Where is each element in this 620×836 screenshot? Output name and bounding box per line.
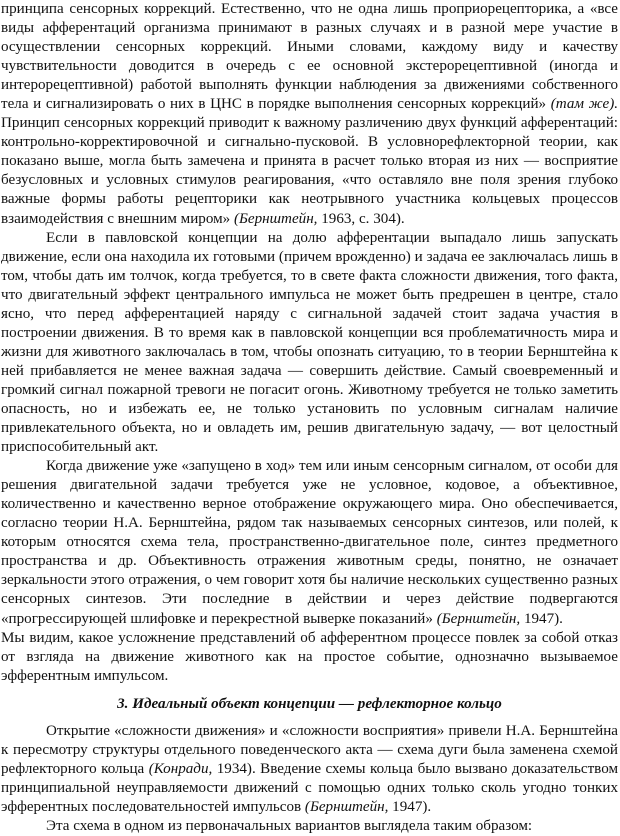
- paragraph-summary: [1, 629, 618, 686]
- paragraph-text: Когда движение уже «запущено в ход» тем или иным сенсорным сигналом, от особи для решения двигательной задачи требуется уже не условное, кодовое, а объективное, количественно и качественно верное отображение окружающего мира. Оно обеспечивается, согласно теории Н.А. Бернштейна, рядом так называемых сенсорных синтезов, или полей, к которым относятся схема тела, пространственно-двигательное поле, синтез предметного пространства и др. Объективность отражения животным среды, понятно, не означает зеркальности этого отражения, о чем говорит хотя бы наличие нескольких существенно разных сенсорных синтезов. Эти последние в действии и через действие подвергаются «прогрессирующей шлифовке и перекрестной выверке показаний»: [1, 458, 618, 627]
- paragraph-text: 1947).: [388, 798, 432, 815]
- citation-ref: (там же).: [546, 96, 618, 113]
- paragraph-text: Принцип сенсорных коррекций приводит к важному различению двух функций афферентаций: контрольно-корректировочной и сигнально-пусковой. В условнорефлекторной теории, как показано выше, могла быть замечена и принята в расчет только вторая из них — восприятие безусловных и условных стимулов реагирования, «что оставляло вне поля зрения глубоко важные формы работы рецепторики как неотрывного участника кольцевых процессов взаимодействия с внешним миром»: [1, 115, 618, 227]
- paragraph-text: Мы видим, какое усложнение представлений об афферентном процессе повлек за собой отказ от взгляда на движение животного как на простое событие, однозначно вызываемое эфферентным импульсом.: [1, 629, 618, 684]
- paragraph-text: Если в павловской концепции на долю афферентации выпадало лишь запускать движение, если она находила их готовыми (причем врожденно) и задача ее заключалась лишь в том, чтобы дать им толчок, когда требуется, то в свете факта сложности движения, того факта, что двигательный эффект центрального импульса не может быть предрешен в центре, стало ясно, что перед афферентацией наряду с сигнальной задачей стоит задача участия в построении движения. В то время как в павловской концепции вся проблематичность мира и жизни для животного заключалась в том, чтобы опознать ситуацию, то в теории Бернштейна к ней прибавляется не менее важная задача — совершить действие. Самый своевременный и громкий сигнал пожарной тревоги не погасит огонь. Животному требуется не только заметить опасность, но и избежать ее, не только установить по условным сигналам наличие привлекательного объекта, но и овладеть им, решив двигательную задачу, — вот целостный приспособительный акт.: [1, 229, 618, 456]
- citation-ref: (Бернштейн,: [230, 210, 318, 227]
- paragraph-text: 1934). Введение схемы кольца было вызвано доказательством принципиальной неуправляемости движений с помощью одних только сколь угодно тонких эфферентных последовательностей импульсов: [1, 760, 619, 815]
- paragraph-text: 1947).: [520, 610, 563, 627]
- paragraph-sensory-corrections: [1, 0, 618, 229]
- citation-ref: (Бернштейн,: [301, 798, 389, 815]
- paragraph-scheme-intro: [1, 817, 618, 836]
- paragraph-text: Открытие «сложности движения» и «сложности восприятия» привели Н.А. Бернштейна к пересмотру структуры отдельного поведенческого акта — схема дуги была заменена схемой рефлекторного кольца: [1, 722, 618, 777]
- section-heading: 3. Идеальный объект концепции — рефлекторное кольцо: [117, 695, 502, 712]
- paragraph-text: 1963, с. 304).: [317, 210, 405, 227]
- paragraph-pavlov-concept: [1, 229, 618, 458]
- paragraph-sensory-synthesis: [1, 457, 618, 628]
- paragraph-reflex-ring: [1, 722, 618, 817]
- paragraph-text: Эта схема в одном из первоначальных вариантов выглядела таким образом:: [46, 817, 533, 834]
- citation-ref: (Конради,: [144, 760, 213, 777]
- citation-ref: (Бернштейн,: [432, 610, 521, 627]
- paragraph-text: принципа сенсорных коррекций. Естественно, что не одна лишь проприорецепторика, а «все виды афферентаций организма принимают в разных случаях и в разной мере участие в осуществлении сенсорных коррекций. Иными словами, каждому виду и качеству чувствительности доводится в очередь с ее основной экстерорецептивной (иногда и интерорецептивной) работой выполнять функции наблюдения за движениями собственного тела и сигнализировать о них в ЦНС в порядке выполнения сенсорных коррекций»: [1, 1, 618, 113]
